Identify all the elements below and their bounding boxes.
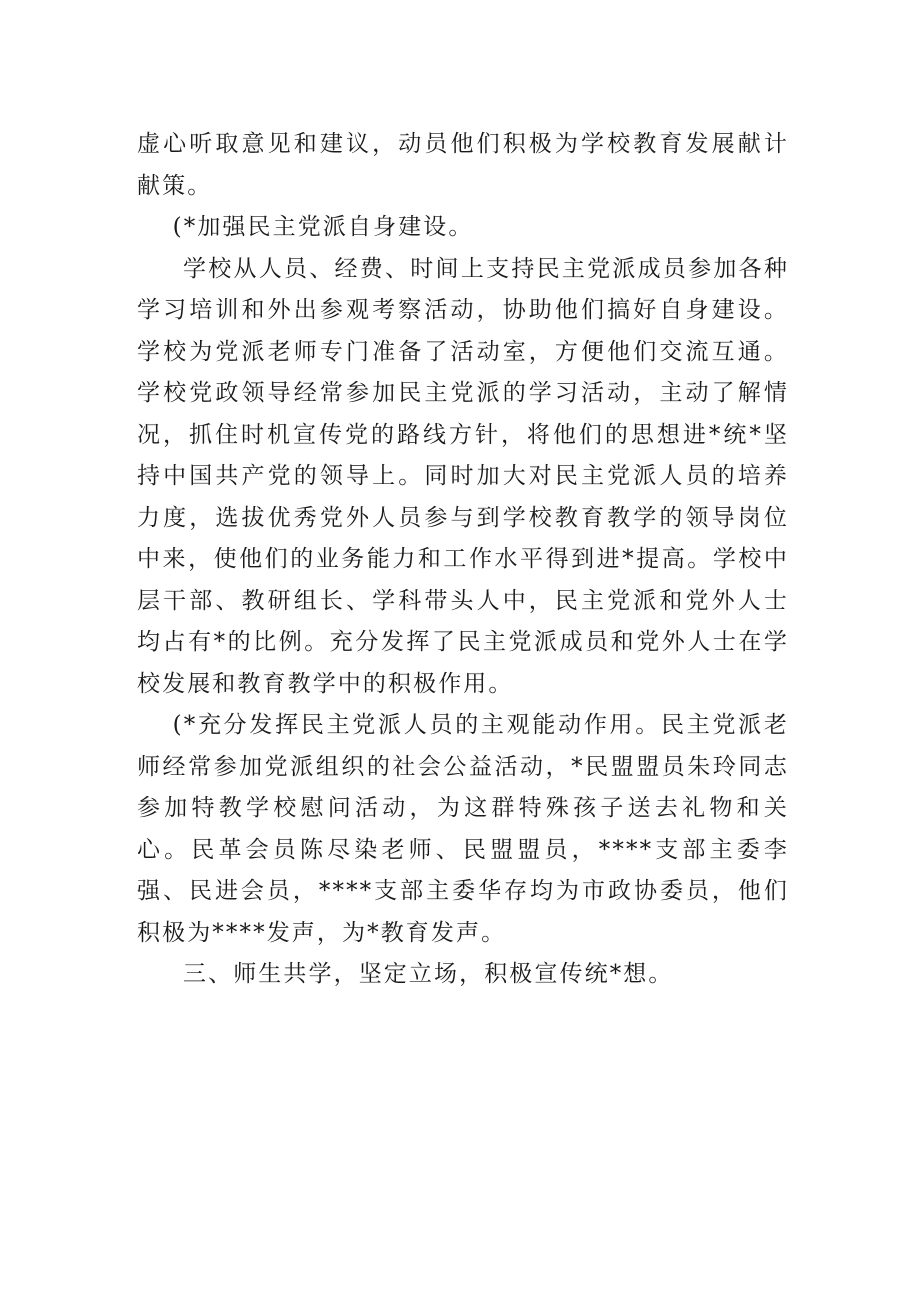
document-body <box>137 124 789 996</box>
paragraph-section-three-heading: 三、师生共学，坚定立场，积极宣传统*想。 <box>183 961 674 987</box>
paragraph-continuation: 虚心听取意见和建议，动员他们积极为学校教育发展献计献策。 <box>137 131 789 199</box>
paragraph-support-details: 学校从人员、经费、时间上支持民主党派成员参加各种学习培训和外出参观考察活动，协助他们搞好自身建设。学校为党派老师专门准备了活动室，方便他们交流互通。学校党政领导经常参加民主党派的学习活动，主动了解情况，抓住时机宣传党的路线方针，将他们的思想进*统*坚持中国共产党的领导上。同时加大对民主党派人员的培养力度，选拔优秀党外人员参与到学校教育教学的领导岗位中来，使他们的业务能力和工作水平得到进*提高。学校中层干部、教研组长、学科带头人中，民主党派和党外人士均占有*的比例。充分发挥了民主党派成员和党外人士在学校发展和教育教学中的积极作用。 <box>137 255 789 697</box>
paragraph-initiative: (*充分发挥民主党派人员的主观能动作用。民主党派老师经常参加党派组织的社会公益活动，*民盟盟员朱玲同志参加特教学校慰问活动，为这群特殊孩子送去礼物和关心。民革会员陈尽染老师、民盟盟员，****支部主委李强、民进会员，****支部主委华存均为市政协委员，他们积极为****发声，为*教育发声。 <box>137 712 789 946</box>
paragraph-heading-party-building: (*加强民主党派自身建设。 <box>172 214 474 240</box>
